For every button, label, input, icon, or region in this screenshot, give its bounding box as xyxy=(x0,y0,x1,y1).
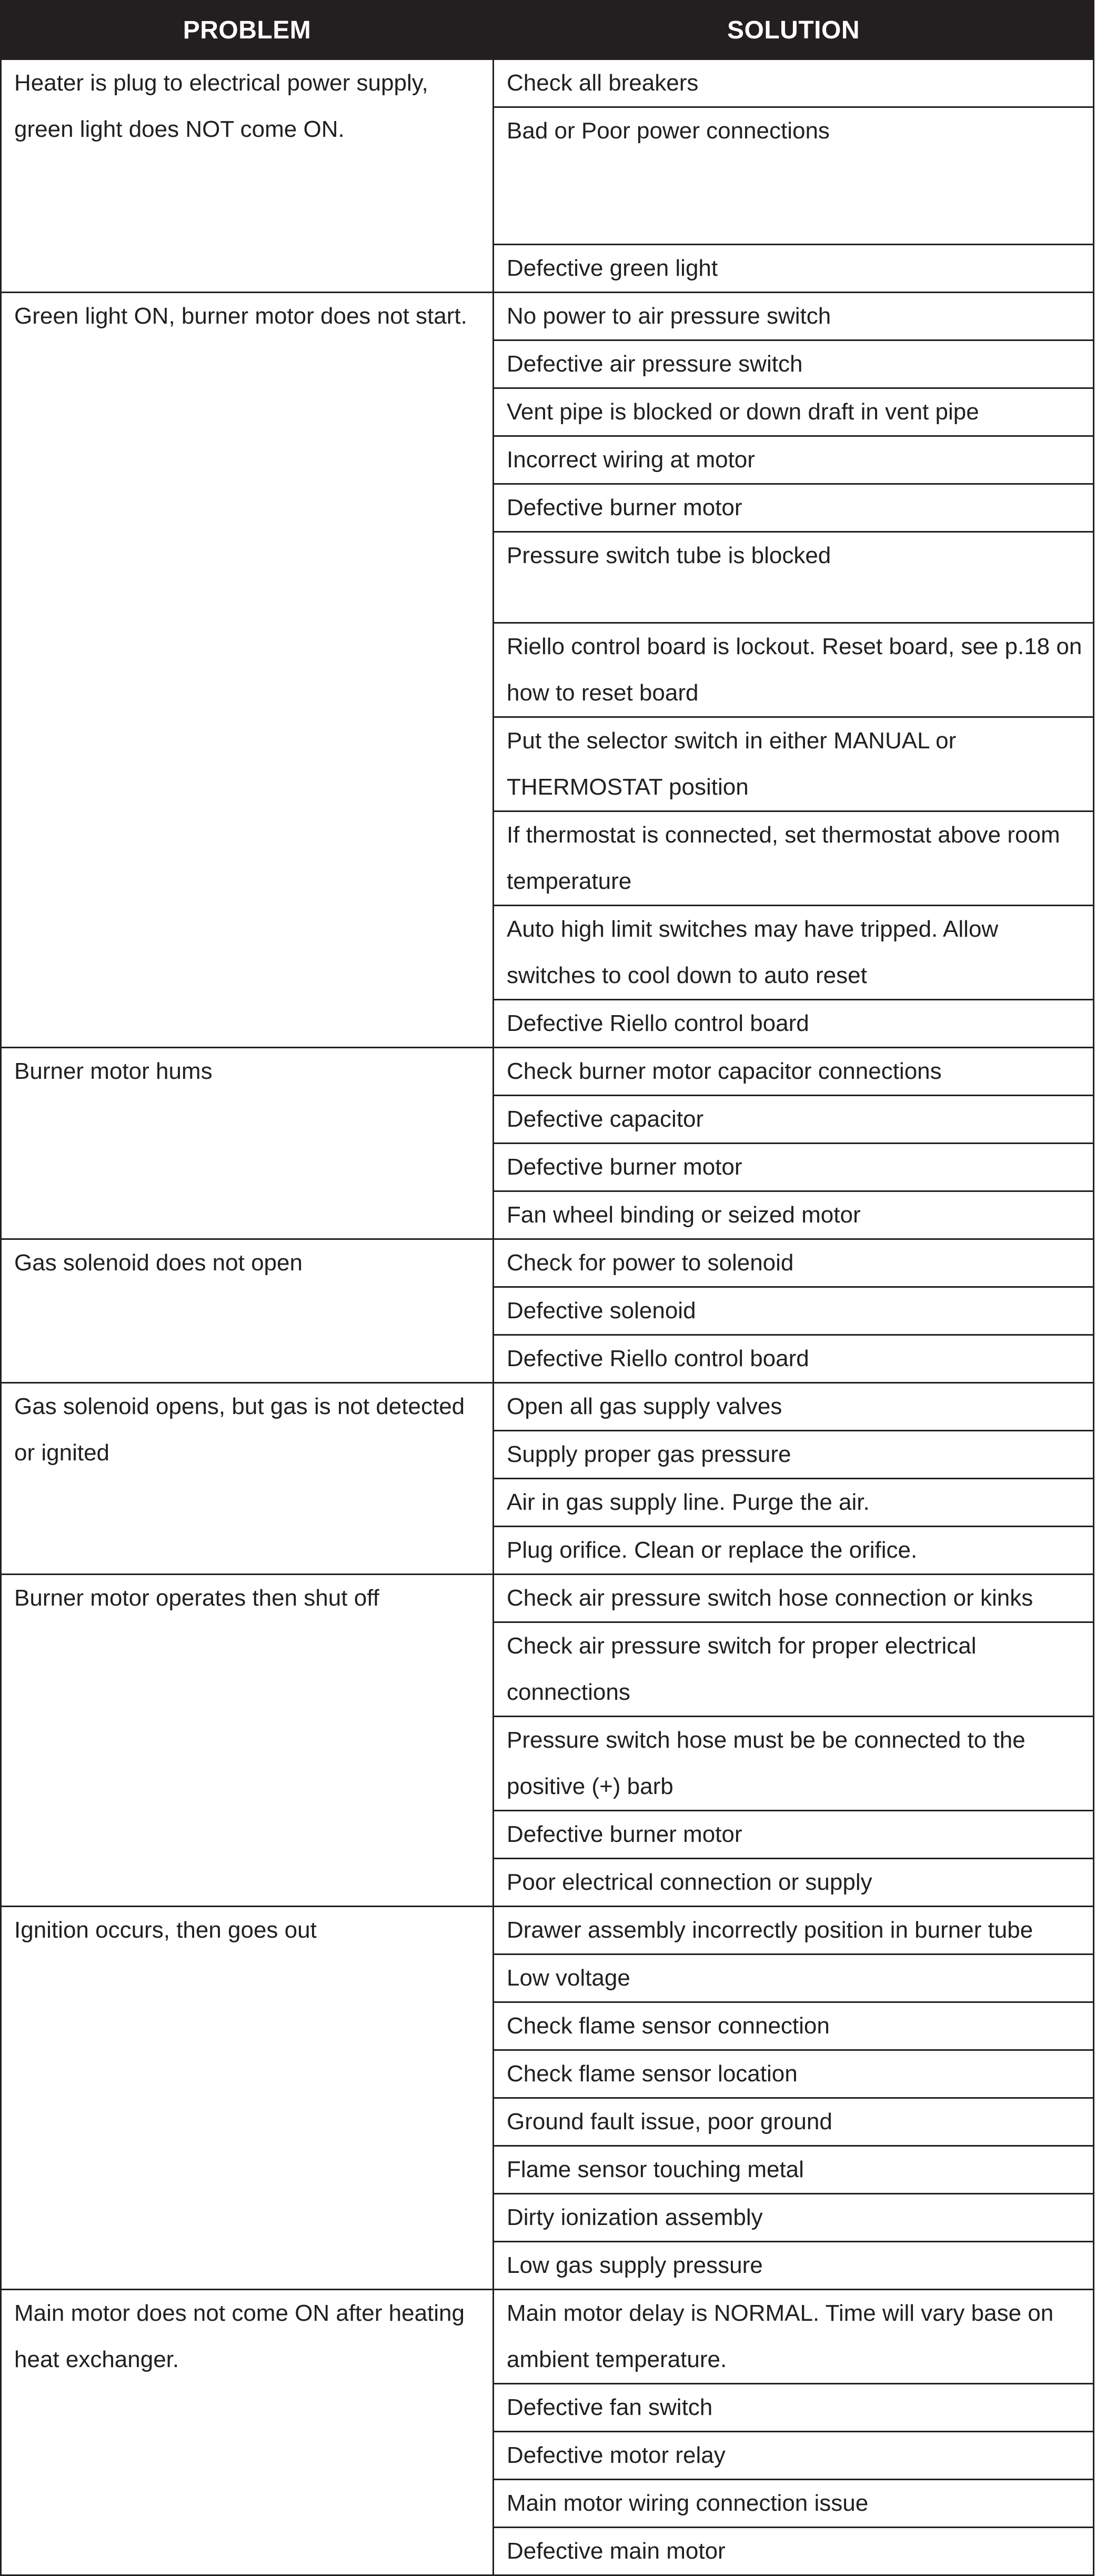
solution-cell: Low gas supply pressure xyxy=(494,2242,1094,2290)
solution-cell: Check air pressure switch for proper electrical connections xyxy=(494,1622,1094,1717)
table-row xyxy=(1,2290,1094,2384)
solution-cell: Defective burner motor xyxy=(494,1811,1094,1859)
problem-cell: Ignition occurs, then goes out xyxy=(1,1907,494,2290)
solution-cell: Defective motor relay xyxy=(494,2432,1094,2480)
table-row xyxy=(1,59,1094,107)
solution-cell: Supply proper gas pressure xyxy=(494,1431,1094,1479)
solution-column-header: SOLUTION xyxy=(494,1,1094,59)
solution-cell: Bad or Poor power connections xyxy=(494,107,1094,245)
table-header-row xyxy=(1,1,1094,59)
solution-cell: Check all breakers xyxy=(494,59,1094,107)
solution-cell: Fan wheel binding or seized motor xyxy=(494,1191,1094,1239)
solution-cell: Incorrect wiring at motor xyxy=(494,436,1094,484)
solution-cell: Drawer assembly incorrectly position in burner tube xyxy=(494,1907,1094,1954)
solution-cell: Poor electrical connection or supply xyxy=(494,1859,1094,1907)
solution-cell: Main motor delay is NORMAL. Time will vary base on ambient temperature. xyxy=(494,2290,1094,2384)
solution-cell: Air in gas supply line. Purge the air. xyxy=(494,1479,1094,1527)
solution-cell: Main motor wiring connection issue xyxy=(494,2480,1094,2528)
solution-cell: Auto high limit switches may have tripped. Allow switches to cool down to auto reset xyxy=(494,906,1094,1000)
solution-cell: Dirty ionization assembly xyxy=(494,2194,1094,2242)
solution-cell: Vent pipe is blocked or down draft in vent pipe xyxy=(494,388,1094,436)
table-row xyxy=(1,1907,1094,1954)
problem-cell: Gas solenoid does not open xyxy=(1,1239,494,1383)
table-row xyxy=(1,1239,1094,1287)
problem-cell: Burner motor hums xyxy=(1,1048,494,1239)
solution-cell: Defective fan switch xyxy=(494,2384,1094,2432)
solution-cell: Low voltage xyxy=(494,1954,1094,2002)
solution-cell: Check for power to solenoid xyxy=(494,1239,1094,1287)
solution-cell: Check flame sensor location xyxy=(494,2050,1094,2098)
solution-cell: Check air pressure switch hose connection or kinks xyxy=(494,1575,1094,1622)
solution-cell: Defective green light xyxy=(494,245,1094,293)
solution-cell: Defective Riello control board xyxy=(494,1000,1094,1048)
problem-cell: Main motor does not come ON after heating heat exchanger. xyxy=(1,2290,494,2575)
solution-cell: Defective solenoid xyxy=(494,1287,1094,1335)
solution-cell: Put the selector switch in either MANUAL or THERMOSTAT position xyxy=(494,717,1094,811)
solution-cell: Defective capacitor xyxy=(494,1096,1094,1144)
solution-cell: Check burner motor capacitor connections xyxy=(494,1048,1094,1096)
problem-cell: Heater is plug to electrical power supply, green light does NOT come ON. xyxy=(1,59,494,293)
solution-cell: Open all gas supply valves xyxy=(494,1383,1094,1431)
solution-cell: Flame sensor touching metal xyxy=(494,2146,1094,2194)
table-row xyxy=(1,1575,1094,1622)
solution-cell: If thermostat is connected, set thermostat above room temperature xyxy=(494,811,1094,906)
solution-cell: Ground fault issue, poor ground xyxy=(494,2098,1094,2146)
solution-cell: Pressure switch tube is blocked xyxy=(494,532,1094,623)
problem-cell: Gas solenoid opens, but gas is not detected or ignited xyxy=(1,1383,494,1575)
solution-cell: Defective Riello control board xyxy=(494,1335,1094,1383)
solution-cell: Defective burner motor xyxy=(494,1144,1094,1191)
table-row xyxy=(1,1383,1094,1431)
solution-cell: Defective burner motor xyxy=(494,484,1094,532)
solution-cell: Riello control board is lockout. Reset board, see p.18 on how to reset board xyxy=(494,623,1094,717)
solution-cell: Pressure switch hose must be be connected to the positive (+) barb xyxy=(494,1717,1094,1811)
solution-cell: Defective main motor xyxy=(494,2528,1094,2575)
solution-cell: Defective air pressure switch xyxy=(494,340,1094,388)
problem-column-header: PROBLEM xyxy=(1,1,494,59)
problem-cell: Green light ON, burner motor does not start. xyxy=(1,293,494,1048)
table-row xyxy=(1,293,1094,340)
solution-cell: Check flame sensor connection xyxy=(494,2002,1094,2050)
table-row xyxy=(1,1048,1094,1096)
solution-cell: No power to air pressure switch xyxy=(494,293,1094,340)
solution-cell: Plug orifice. Clean or replace the orifice. xyxy=(494,1527,1094,1575)
problem-cell: Burner motor operates then shut off xyxy=(1,1575,494,1907)
